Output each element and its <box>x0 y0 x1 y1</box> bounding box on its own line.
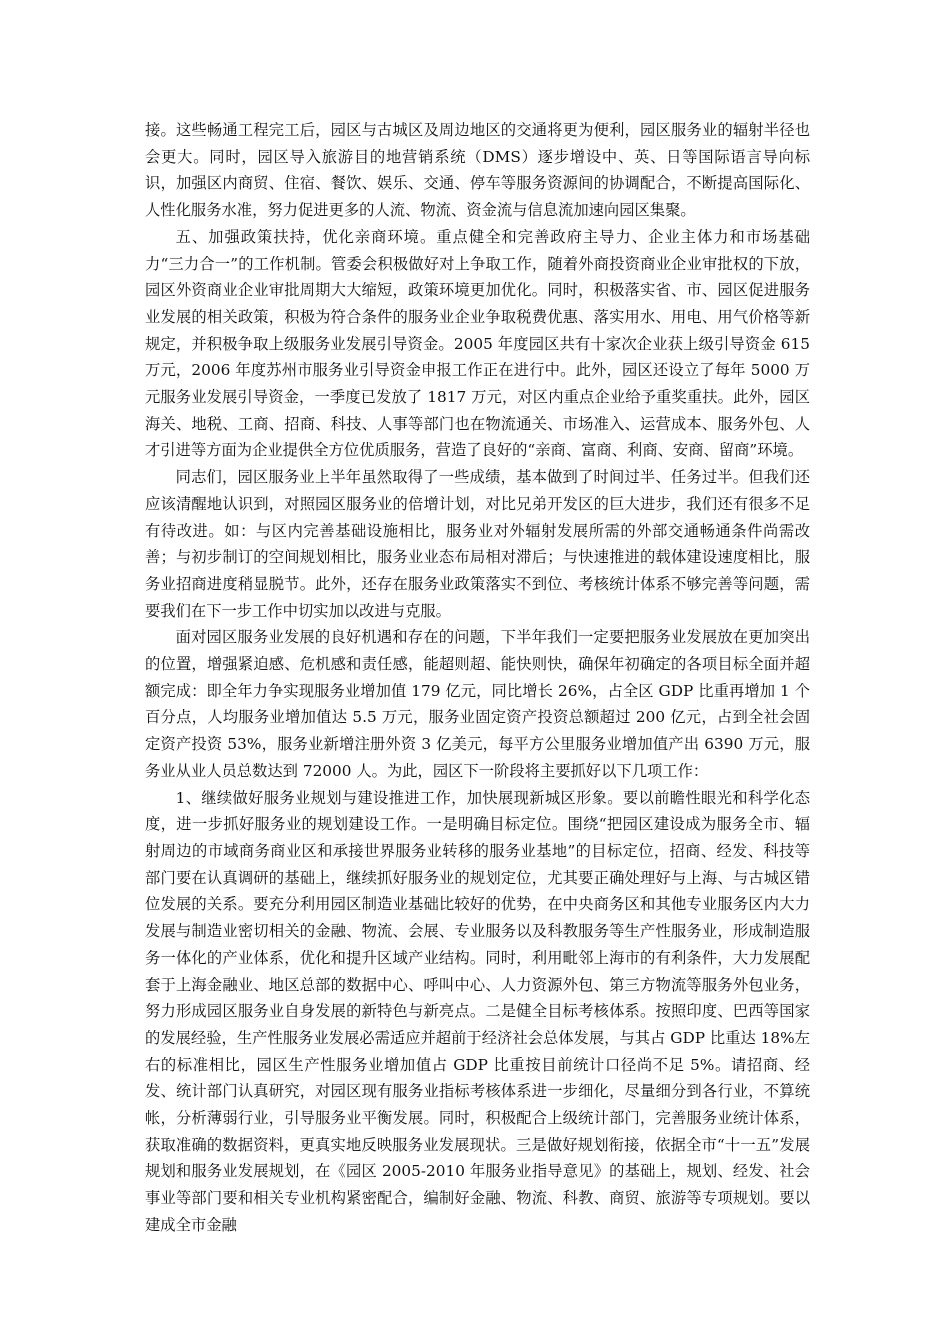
paragraph-shortcomings: 同志们，园区服务业上半年虽然取得了一些成绩，基本做到了时间过半、任务过半。但我们还应该清醒地认识到，对照园区服务业的倍增计划，对比兄弟开发区的巨大进步，我们还有很多不足有待改进。如：与区内完善基础设施相比，服务业对外辐射发展所需的外部交通畅通条件尚需改善；与初步制订的空间规划相比，服务业业态布局相对滞后；与快速推进的载体建设速度相比，服务业招商进度稍显脱节。此外，还存在服务业政策落实不到位、考核统计体系不够完善等问题，需要我们在下一步工作中切实加以改进与克服。 <box>145 468 810 620</box>
paragraph-planning-work: 1、继续做好服务业规划与建设推进工作，加快展现新城区形象。要以前瞻性眼光和科学化态度，进一步抓好服务业的规划建设工作。一是明确目标定位。围绕“把园区建设成为服务全市、辐射周边的市域商务商业区和承接世界服务业转移的服务业基地”的目标定位，招商、经发、科技等部门要在认真调研的基础上，继续抓好服务业的规划定位，尤其要正确处理好与上海、与古城区错位发展的关系。要充分利用园区制造业基础比较好的优势，在中央商务区和其他专业服务区内大力发展与制造业密切相关的金融、物流、会展、专业服务以及科教服务等生产性服务业，形成制造服务一体化的产业体系，优化和提升区域产业结构。同时，利用毗邻上海市的有利条件，大力发展配套于上海金融业、地区总部的数据中心、呼叫中心、人力资源外包、第三方物流等服务外包业务，努力形成园区服务业自身发展的新特色与新亮点。二是健全目标考核体系。按照印度、巴西等国家的发展经验，生产性服务业发展必需适应并超前于经济社会总体发展，与其占 GDP 比重达 18%左右的标准相比，园区生产性服务业增加值占 GDP 比重按目前统计口径尚不足 5%。请招商、经发、统计部门认真研究，对园区现有服务业指标考核体系进一步细化，尽量细分到各行业，不算统帐，分析薄弱行业，引导服务业平衡发展。同时，积极配合上级统计部门，完善服务业统计体系，获取准确的数据资料，更真实地反映服务业发展现状。三是做好规划衔接，依据全市“十一五”发展规划和服务业发展规划，在《园区 2005-2010 年服务业指导意见》的基础上，规划、经发、社会事业等部门要和相关专业机构紧密配合，编制好金融、物流、科教、商贸、旅游等专项规划。要以建成全市金融 <box>145 788 810 1234</box>
paragraph-transport-continuation: 接。这些畅通工程完工后，园区与古城区及周边地区的交通将更为便利，园区服务业的辐射半径也会更大。同时，园区导入旅游目的地营销系统（DMS）逐步增设中、英、日等国际语言导向标识，加强区内商贸、住宿、餐饮、娱乐、交通、停车等服务资源间的协调配合，不断提高国际化、人性化服务水准，努力促进更多的人流、物流、资金流与信息流加速向园区集聚。 <box>145 121 810 220</box>
paragraph-annual-targets: 面对园区服务业发展的良好机遇和存在的问题，下半年我们一定要把服务业发展放在更加突出的位置，增强紧迫感、危机感和责任感，能超则超、能快则快，确保年初确定的各项目标全面并超额完成：即全年力争实现服务业增加值 179 亿元，同比增长 26%，占全区 GDP 比重再增加 1 个百分点，人均服务业增加值达 5.5 万元，服务业固定资产投资总额超过 200 亿元，占到全社会固定资产投资 53%，服务业新增注册外资 3 亿美元，每平方公里服务业增加值产出 6390 万元，服务业从业人员总数达到 72000 人。为此，园区下一阶段将主要抓好以下几项工作： <box>145 628 810 780</box>
paragraph-policy-support: 五、加强政策扶持，优化亲商环境。重点健全和完善政府主导力、企业主体力和市场基础力“三力合一”的工作机制。管委会积极做好对上争取工作，随着外商投资商业企业审批权的下放，园区外资商业企业审批周期大大缩短，政策环境更加优化。同时，积极落实省、市、园区促进服务业发展的相关政策，积极为符合条件的服务业企业争取税费优惠、落实用水、用电、用气价格等新规定，并积极争取上级服务业发展引导资金。2005 年度园区共有十家次企业获上级引导资金 615 万元，2006 年度苏州市服务业引导资金申报工作正在进行中。此外，园区还设立了每年 5000 万元服务业发展引导资金，一季度已发放了 1817 万元，对区内重点企业给予重奖重扶。此外，园区海关、地税、工商、招商、科技、人事等部门也在物流通关、市场准入、运营成本、服务外包、人才引进等方面为企业提供全方位优质服务，营造了良好的“亲商、富商、利商、安商、留商”环境。 <box>145 227 810 460</box>
document-page <box>145 117 810 1239</box>
